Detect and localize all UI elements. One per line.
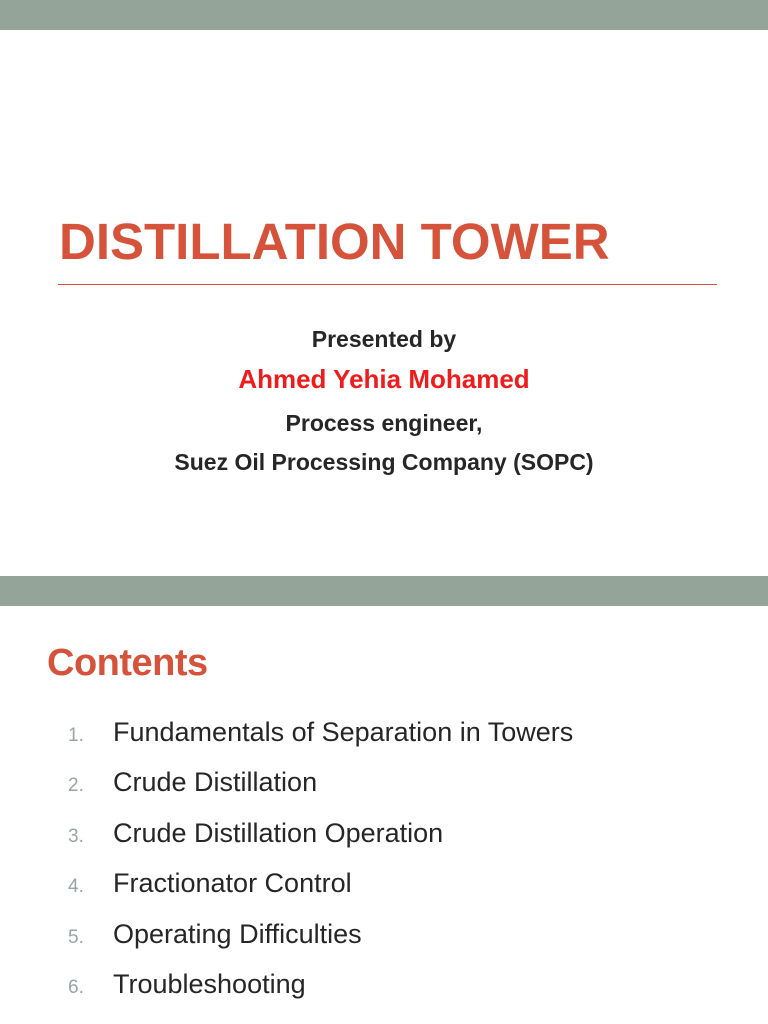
list-item — [0, 919, 768, 969]
author-company: Suez Oil Processing Company (SOPC) — [174, 449, 594, 475]
list-item-label: Operating Difficulties — [113, 918, 362, 949]
slide-separator-band — [0, 576, 768, 606]
list-item — [0, 868, 768, 918]
list-item — [0, 969, 768, 1019]
author-role: Process engineer, — [285, 410, 483, 436]
contents-list — [0, 717, 768, 1019]
title-underline — [58, 284, 717, 285]
list-item-number: 5. — [68, 926, 84, 948]
list-item-number: 1. — [68, 725, 84, 746]
list-item — [0, 717, 768, 767]
list-item-number: 4. — [68, 876, 84, 898]
list-item-label: Crude Distillation — [113, 767, 318, 798]
list-item — [0, 818, 768, 868]
list-item-label: Troubleshooting — [113, 968, 306, 999]
list-item-label: Fundamentals of Separation in Towers — [113, 717, 574, 747]
list-item-number: 3. — [68, 825, 84, 847]
slide-title: DISTILLATION TOWER — [59, 213, 610, 270]
list-item-number: 6. — [68, 976, 84, 998]
contents-slide — [0, 606, 768, 1024]
list-item — [0, 767, 768, 817]
title-slide — [0, 30, 768, 576]
author-name: Ahmed Yehia Mohamed — [238, 364, 530, 394]
list-item-number: 2. — [68, 775, 84, 797]
contents-title: Contents — [47, 642, 208, 684]
top-band — [0, 0, 768, 30]
presented-by-label: Presented by — [311, 326, 457, 352]
list-item-label: Crude Distillation Operation — [113, 817, 444, 848]
list-item-label: Fractionator Control — [113, 868, 352, 899]
